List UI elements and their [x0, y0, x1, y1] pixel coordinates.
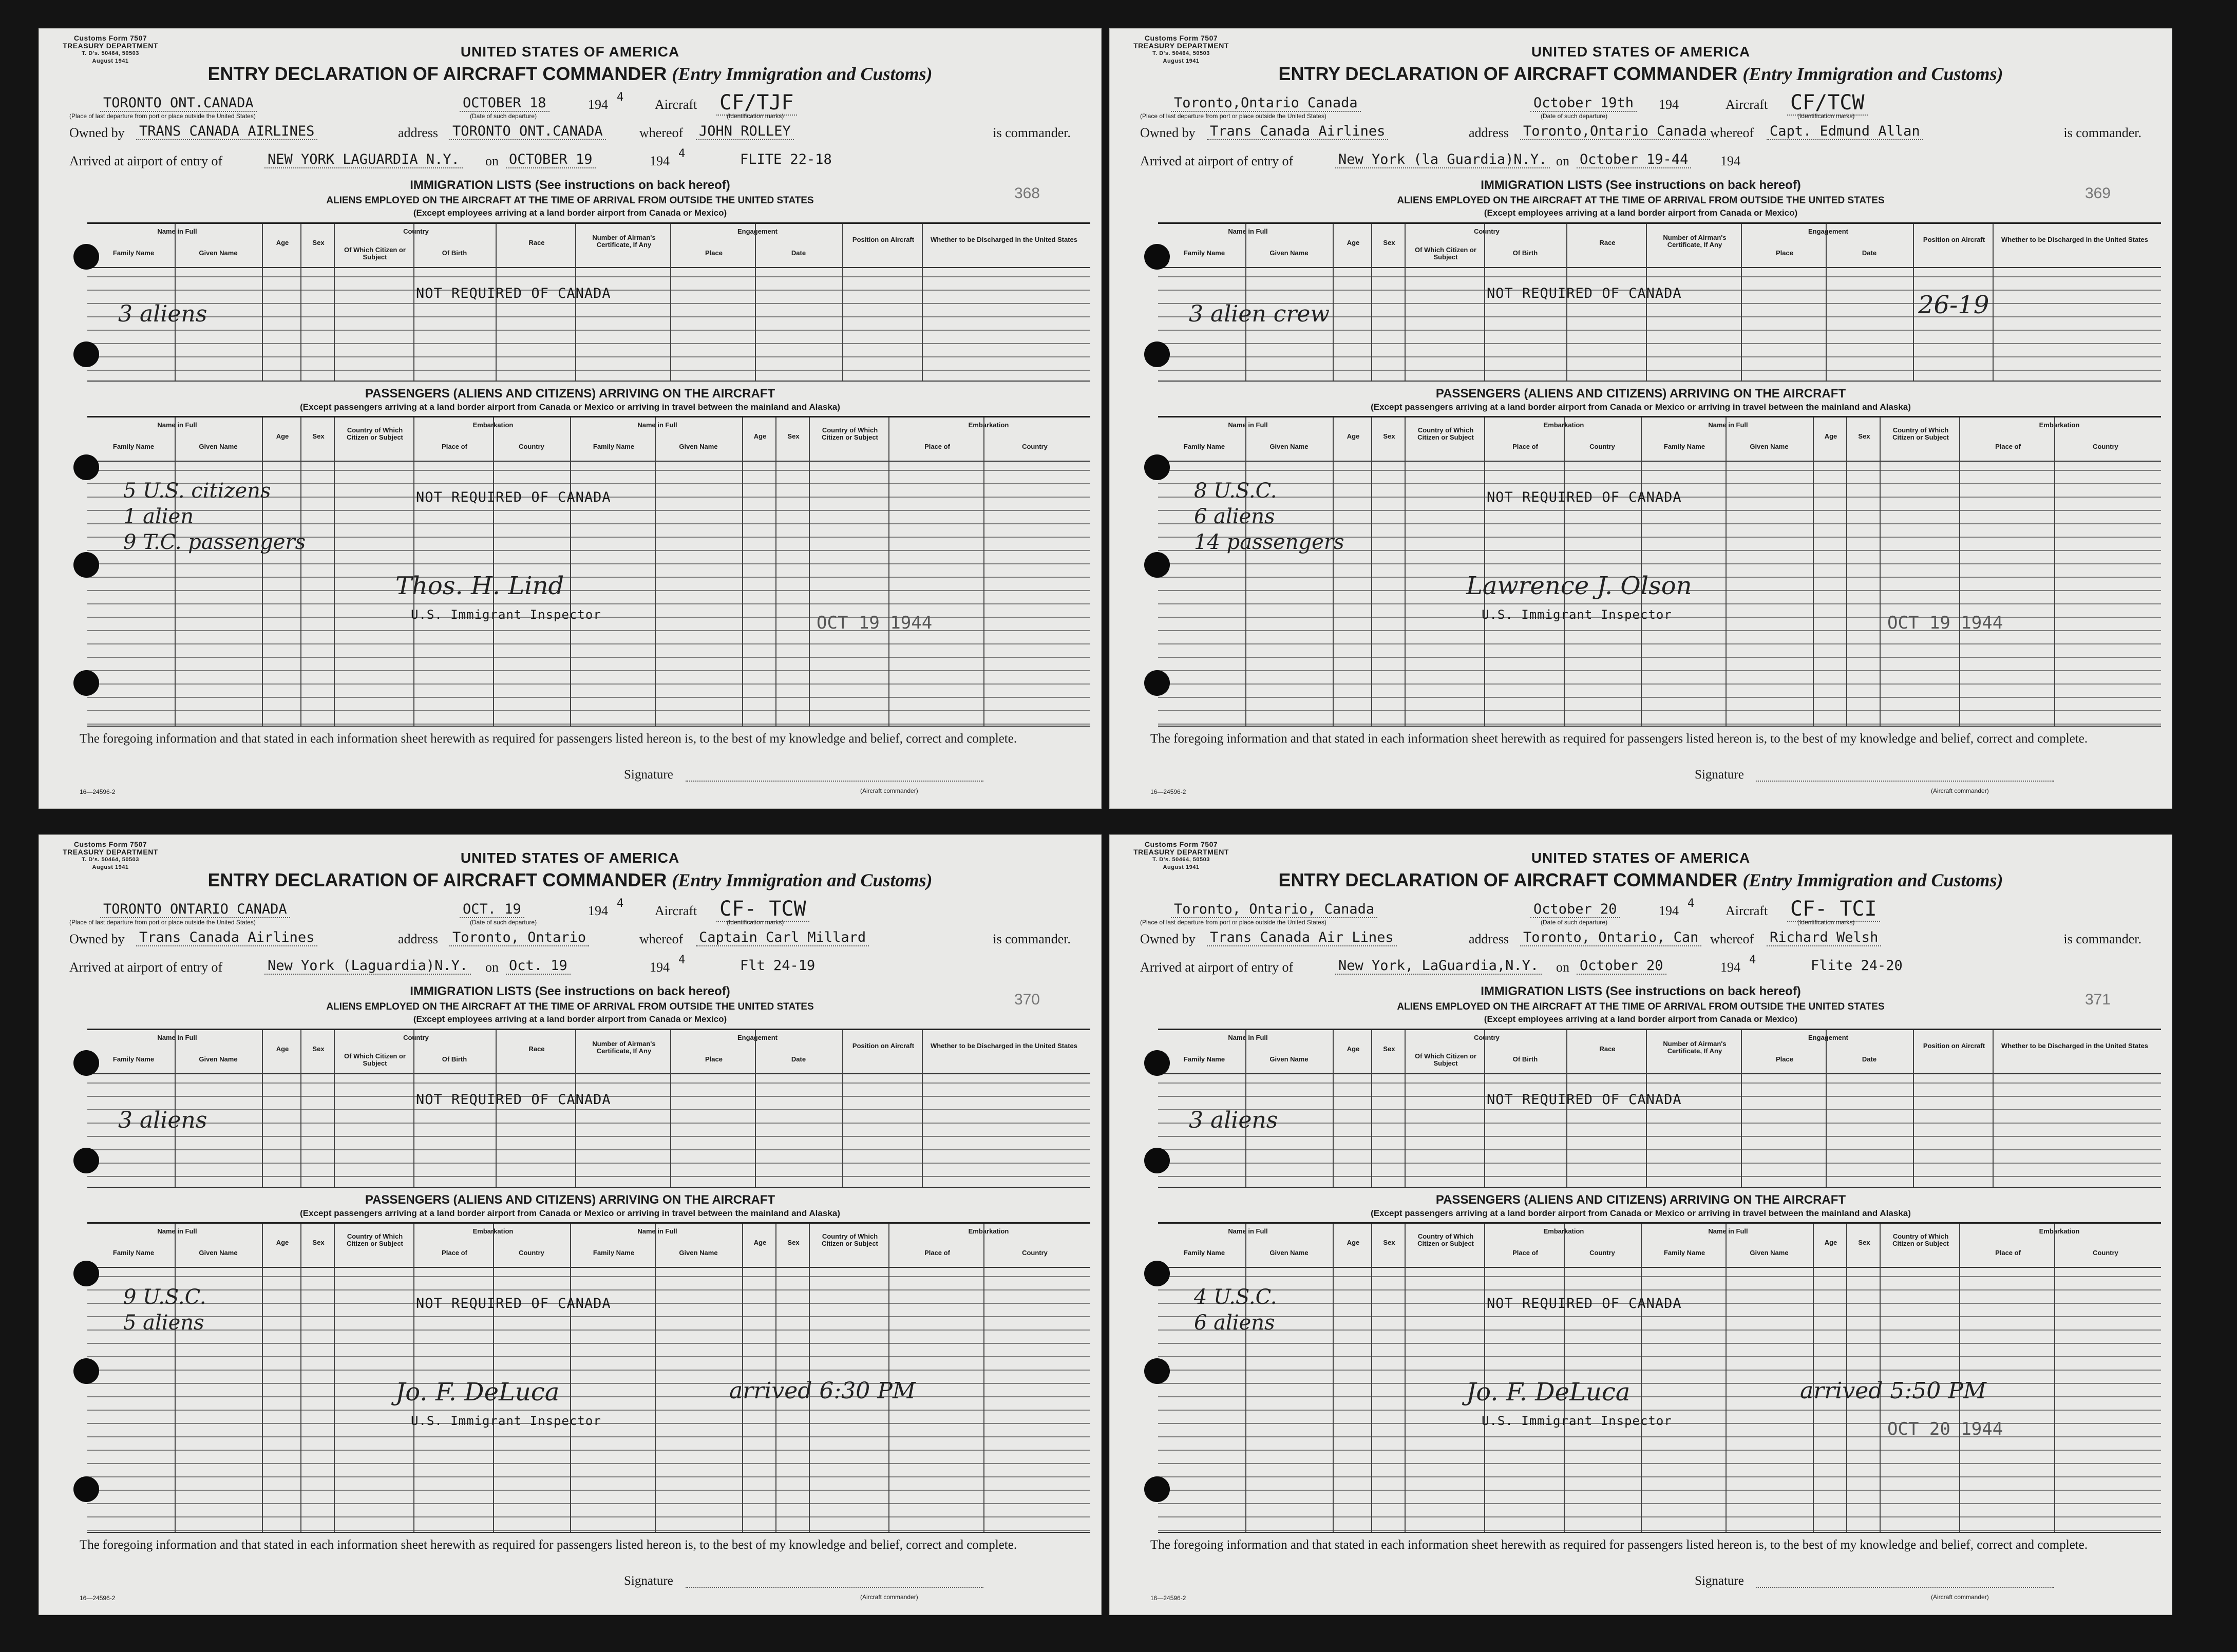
column-rule	[1846, 417, 1847, 726]
inspector-caption: U.S. Immigrant Inspector	[411, 607, 601, 622]
aliens-heading: ALIENS EMPLOYED ON THE AIRCRAFT AT THE TIME OF ARRIVAL FROM OUTSIDE THE UNITED STATES	[326, 195, 814, 206]
column-rule	[922, 1030, 923, 1187]
column-rule	[175, 417, 176, 726]
immigration-heading: IMMIGRATION LISTS (See instructions on back hereof)	[1481, 178, 1801, 192]
aliens-handwritten: 3 aliens	[118, 301, 207, 327]
form-corner-id: Customs Form 7507 TREASURY DEPARTMENT T. D's. 50464, 50503 August 1941	[1133, 34, 1229, 64]
commander-name: Captain Carl Millard	[696, 929, 869, 946]
form-title: ENTRY DECLARATION OF AIRCRAFT COMMANDER (Entry Immigration and Customs)	[207, 63, 933, 84]
punch-hole	[1144, 670, 1170, 696]
column-rule	[334, 417, 335, 726]
departure-line: TORONTO ONT.CANADA OCTOBER 18 194 4 Aircraft CF/TJF (Place of last departure from port or place outside the United States) (Date of such departure) (Identification marks)	[69, 95, 1071, 116]
column-rule	[1245, 417, 1246, 726]
column-rule	[1484, 1030, 1485, 1187]
form-number: 16—24596-2	[1150, 788, 1186, 795]
aliens-handwritten: 3 alien crew	[1189, 301, 1330, 327]
owner-address: TORONTO ONT.CANADA	[449, 123, 606, 140]
passenger-count-note-2: 6 aliens	[1194, 1311, 1275, 1335]
column-rule	[1993, 1030, 1994, 1187]
signature-label: Signature	[1695, 768, 1744, 782]
immigration-heading: IMMIGRATION LISTS (See instructions on back hereof)	[1481, 984, 1801, 998]
country-heading: UNITED STATES OF AMERICA	[460, 850, 680, 866]
arrival-date: October 20	[1577, 958, 1666, 975]
departure-date: October 20	[1530, 901, 1620, 918]
column-rule	[1405, 417, 1406, 726]
date-stamp: OCT 20 1944	[1887, 1419, 2003, 1439]
column-rule	[1371, 224, 1372, 381]
signature-line	[1756, 781, 2054, 782]
departure-date: OCT. 19	[460, 901, 524, 918]
column-rule	[300, 417, 301, 726]
column-rule	[300, 224, 301, 381]
form-title: ENTRY DECLARATION OF AIRCRAFT COMMANDER (Entry Immigration and Customs)	[1278, 63, 2003, 84]
signature-line	[686, 781, 983, 782]
country-heading: UNITED STATES OF AMERICA	[1531, 44, 1751, 60]
column-rule	[888, 417, 889, 726]
punch-hole	[73, 244, 99, 270]
flight-number: FLITE 22-18	[740, 151, 832, 167]
certification-text: The foregoing information and that stated in each information sheet herewith as required for passengers listed hereon is, to the best of my knowledge and belief, correct and complete.	[1150, 1538, 2088, 1552]
departure-line: Toronto,Ontario Canada October 19th 194 Aircraft CF/TCW (Place of last departure from port or place outside the United States) (Date of such departure) (Identification marks)	[1140, 95, 2141, 116]
passengers-heading: PASSENGERS (ALIENS AND CITIZENS) ARRIVING ON THE AIRCRAFT	[365, 1193, 775, 1207]
country-heading: UNITED STATES OF AMERICA	[460, 44, 680, 60]
page-number: 368	[1014, 185, 1040, 202]
arrival-airport: NEW YORK LAGUARDIA N.Y.	[264, 151, 463, 168]
form-corner-id: Customs Form 7507 TREASURY DEPARTMENT T. D's. 50464, 50503 August 1941	[63, 34, 158, 64]
column-rule	[1333, 1224, 1334, 1532]
passengers-heading: PASSENGERS (ALIENS AND CITIZENS) ARRIVING ON THE AIRCRAFT	[365, 387, 775, 401]
column-rule	[1333, 224, 1334, 381]
passenger-count-note-3: 9 T.C. passengers	[123, 530, 306, 554]
punch-hole	[73, 1476, 99, 1502]
position-handwritten: 26-19	[1918, 291, 1989, 319]
column-rule	[670, 1030, 671, 1187]
arrival-line: Arrived at airport of entry of New York (Laguardia)N.Y. on Oct. 19 194 4 Flt 24-19	[69, 958, 1071, 978]
aliens-table: Name in Full Family Name Given Name Age Sex Country Of Which Citizen or Subject Of Birth Race Number of Airman's Certificate, If Any Engagement Place Date Position on Aircraft Whether to be Discharged in the United States NOT REQUIRED OF CANADA 3 aliens	[87, 222, 1090, 382]
aliens-handwritten: 3 aliens	[118, 1107, 207, 1133]
column-rule	[575, 1030, 576, 1187]
punch-hole	[73, 1358, 99, 1384]
country-heading: UNITED STATES OF AMERICA	[1531, 850, 1751, 866]
column-rule	[413, 1030, 414, 1187]
aliens-table: Name in Full Family Name Given Name Age Sex Country Of Which Citizen or Subject Of Birth Race Number of Airman's Certificate, If Any Engagement Place Date Position on Aircraft Whether to be Discharged in the United States NOT REQUIRED OF CANADA 3 aliens	[1158, 1029, 2161, 1188]
column-rule	[1813, 417, 1814, 726]
departure-line: TORONTO ONTARIO CANADA OCT. 19 194 4 Aircraft CF- TCW (Place of last departure from port or place outside the United States) (Date of such departure) (Identification marks)	[69, 901, 1071, 922]
aliens-note: NOT REQUIRED OF CANADA	[416, 1092, 611, 1108]
column-rule	[842, 1030, 843, 1187]
punch-hole	[1144, 341, 1170, 367]
punch-hole	[73, 552, 99, 578]
column-rule	[2054, 1224, 2055, 1532]
column-rule	[1880, 417, 1881, 726]
column-rule	[262, 224, 263, 381]
departure-date: OCTOBER 18	[460, 95, 549, 112]
punch-hole	[1144, 1050, 1170, 1076]
column-rule	[1333, 1030, 1334, 1187]
column-rule	[922, 224, 923, 381]
column-rule	[1741, 224, 1742, 381]
column-rule	[655, 417, 656, 726]
passengers-note: NOT REQUIRED OF CANADA	[416, 1296, 611, 1312]
punch-hole	[73, 454, 99, 480]
column-rule	[842, 224, 843, 381]
declaration-form-4: Customs Form 7507 TREASURY DEPARTMENT T. D's. 50464, 50503 August 1941 UNITED STATES OF AMERICA ENTRY DECLARATION OF AIRCRAFT COMMANDER (Entry Immigration and Customs) 371 Toronto, Ontario, Canada October 20 194 4 Aircraft CF- TCI (Place of last departure from port or place outside the United States) (Date of such departure) (Identification marks) Owned by Trans Canada Air Lines address Toronto, Ontario, Can whereof Richard Welsh is commander. Arrived at airport of entry of New York, LaGuardia,N.Y. on October 20 194 4 Flite 24-20 IMMIGRATION LISTS (See instructions on back hereof) ALIENS EMPLOYED ON THE AIRCRAFT AT THE TIME OF ARRIVAL FROM OUTSIDE THE UNITED STATES (Except employees arriving at a land border airport from Canada or Mexico) Name in Full Family Name Given Name Age Sex Country Of Which Citizen or Subject Of Birth Race Number of Airman's Certificate, If Any Engagement Place Date Position on Aircraft Whether to be Discharged in the United States NOT REQUIRED OF CANADA 3 aliens PASSENGERS (ALIENS AND CITIZENS) ARRIVING ON THE AIRCRAFT (Except passengers arriving at a land border airport from Canada or Mexico or arriving in travel between the mainland and Alaska) Name in Full Family Name Given Name Age Sex Country of Which Citizen or Subject Embarkation Place of Country Name in Full Family Name Given Name Age Sex Country of Which Citizen or Subject Embarkation Place of Country NOT REQUIRED OF CANADA 4 U.S.C. 6 aliens OCT 20 1944 Jo. F. DeLuca U.S. Immigrant Inspector arrived 5:50 PM The foregoing information and that stated in each information sheet herewith as required for passengers listed hereon is, to the best of my knowledge and belief, correct and complete. Signature (Aircraft commander) 16—24596-2	[1109, 834, 2172, 1615]
commander-name: JOHN ROLLEY	[696, 123, 794, 140]
owner-address: Toronto, Ontario, Can	[1520, 929, 1701, 946]
column-rule	[1405, 1030, 1406, 1187]
page-number: 370	[1014, 991, 1040, 1008]
arrival-airport: New York, LaGuardia,N.Y.	[1335, 958, 1542, 975]
column-rule	[1646, 1030, 1647, 1187]
column-rule	[334, 224, 335, 381]
declaration-form-3: Customs Form 7507 TREASURY DEPARTMENT T. D's. 50464, 50503 August 1941 UNITED STATES OF AMERICA ENTRY DECLARATION OF AIRCRAFT COMMANDER (Entry Immigration and Customs) 370 TORONTO ONTARIO CANADA OCT. 19 194 4 Aircraft CF- TCW (Place of last departure from port or place outside the United States) (Date of such departure) (Identification marks) Owned by Trans Canada Airlines address Toronto, Ontario whereof Captain Carl Millard is commander. Arrived at airport of entry of New York (Laguardia)N.Y. on Oct. 19 194 4 Flt 24-19 IMMIGRATION LISTS (See instructions on back hereof) ALIENS EMPLOYED ON THE AIRCRAFT AT THE TIME OF ARRIVAL FROM OUTSIDE THE UNITED STATES (Except employees arriving at a land border airport from Canada or Mexico) Name in Full Family Name Given Name Age Sex Country Of Which Citizen or Subject Of Birth Race Number of Airman's Certificate, If Any Engagement Place Date Position on Aircraft Whether to be Discharged in the United States NOT REQUIRED OF CANADA 3 aliens PASSENGERS (ALIENS AND CITIZENS) ARRIVING ON THE AIRCRAFT (Except passengers arriving at a land border airport from Canada or Mexico or arriving in travel between the mainland and Alaska) Name in Full Family Name Given Name Age Sex Country of Which Citizen or Subject Embarkation Place of Country Name in Full Family Name Given Name Age Sex Country of Which Citizen or Subject Embarkation Place of Country NOT REQUIRED OF CANADA 9 U.S.C. 5 aliens Jo. F. DeLuca U.S. Immigrant Inspector arrived 6:30 PM The foregoing information and that stated in each information sheet herewith as required for passengers listed hereon is, to the best of my knowledge and belief, correct and complete. Signature (Aircraft commander) 16—24596-2	[39, 834, 1102, 1615]
aircraft-marks: CF/TJF	[716, 91, 797, 116]
passengers-table: Name in Full Family Name Given Name Age Sex Country of Which Citizen or Subject Embarkation Place of Country Name in Full Family Name Given Name Age Sex Country of Which Citizen or Subject Embarkation Place of Country NOT REQUIRED OF CANADA 4 U.S.C. 6 aliens OCT 20 1944 Jo. F. DeLuca U.S. Immigrant Inspector arrived 5:50 PM	[1158, 1222, 2161, 1533]
aircraft-marks: CF/TCW	[1787, 91, 1868, 116]
passengers-table: Name in Full Family Name Given Name Age Sex Country of Which Citizen or Subject Embarkation Place of Country Name in Full Family Name Given Name Age Sex Country of Which Citizen or Subject Embarkation Place of Country NOT REQUIRED OF CANADA 8 U.S.C. 6 aliens 14 passengers OCT 19 1944 Lawrence J. Olson U.S. Immigrant Inspector	[1158, 416, 2161, 727]
column-rule	[1641, 1224, 1642, 1532]
arrival-date: Oct. 19	[506, 958, 571, 975]
form-title: ENTRY DECLARATION OF AIRCRAFT COMMANDER (Entry Immigration and Customs)	[1278, 869, 2003, 890]
passengers-note: NOT REQUIRED OF CANADA	[1487, 489, 1682, 505]
column-rule	[1913, 224, 1914, 381]
punch-hole	[73, 1050, 99, 1076]
passenger-count-note-1: 5 U.S. citizens	[123, 479, 271, 503]
punch-hole	[1144, 552, 1170, 578]
punch-hole	[73, 1261, 99, 1286]
page-number: 371	[2084, 991, 2111, 1008]
punch-hole	[1144, 1476, 1170, 1502]
declaration-form-2: Customs Form 7507 TREASURY DEPARTMENT T. D's. 50464, 50503 August 1941 UNITED STATES OF AMERICA ENTRY DECLARATION OF AIRCRAFT COMMANDER (Entry Immigration and Customs) 369 Toronto,Ontario Canada October 19th 194 Aircraft CF/TCW (Place of last departure from port or place outside the United States) (Date of such departure) (Identification marks) Owned by Trans Canada Airlines address Toronto,Ontario Canada whereof Capt. Edmund Allan is commander. Arrived at airport of entry of New York (la Guardia)N.Y. on October 19-44 194 IMMIGRATION LISTS (See instructions on back hereof) ALIENS EMPLOYED ON THE AIRCRAFT AT THE TIME OF ARRIVAL FROM OUTSIDE THE UNITED STATES (Except employees arriving at a land border airport from Canada or Mexico) Name in Full Family Name Given Name Age Sex Country Of Which Citizen or Subject Of Birth Race Number of Airman's Certificate, If Any Engagement Place Date Position on Aircraft Whether to be Discharged in the United States NOT REQUIRED OF CANADA 3 alien crew 26-19 PASSENGERS (ALIENS AND CITIZENS) ARRIVING ON THE AIRCRAFT (Except passengers arriving at a land border airport from Canada or Mexico or arriving in travel between the mainland and Alaska) Name in Full Family Name Given Name Age Sex Country of Which Citizen or Subject Embarkation Place of Country Name in Full Family Name Given Name Age Sex Country of Which Citizen or Subject Embarkation Place of Country NOT REQUIRED OF CANADA 8 U.S.C. 6 aliens 14 passengers OCT 19 1944 Lawrence J. Olson U.S. Immigrant Inspector The foregoing information and that stated in each information sheet herewith as required for passengers listed hereon is, to the best of my knowledge and belief, correct and complete. Signature (Aircraft commander) 16—24596-2	[1109, 28, 2172, 809]
column-rule	[570, 417, 571, 726]
form-corner-id: Customs Form 7507 TREASURY DEPARTMENT T. D's. 50464, 50503 August 1941	[1133, 840, 1229, 870]
column-rule	[496, 224, 497, 381]
declaration-form-1: Customs Form 7507 TREASURY DEPARTMENT T. D's. 50464, 50503 August 1941 UNITED STATES OF AMERICA ENTRY DECLARATION OF AIRCRAFT COMMANDER (Entry Immigration and Customs) 368 TORONTO ONT.CANADA OCTOBER 18 194 4 Aircraft CF/TJF (Place of last departure from port or place outside the United States) (Date of such departure) (Identification marks) Owned by TRANS CANADA AIRLINES address TORONTO ONT.CANADA whereof JOHN ROLLEY is commander. Arrived at airport of entry of NEW YORK LAGUARDIA N.Y. on OCTOBER 19 194 4 FLITE 22-18 IMMIGRATION LISTS (See instructions on back hereof) ALIENS EMPLOYED ON THE AIRCRAFT AT THE TIME OF ARRIVAL FROM OUTSIDE THE UNITED STATES (Except employees arriving at a land border airport from Canada or Mexico) Name in Full Family Name Given Name Age Sex Country Of Which Citizen or Subject Of Birth Race Number of Airman's Certificate, If Any Engagement Place Date Position on Aircraft Whether to be Discharged in the United States NOT REQUIRED OF CANADA 3 aliens PASSENGERS (ALIENS AND CITIZENS) ARRIVING ON THE AIRCRAFT (Except passengers arriving at a land border airport from Canada or Mexico or arriving in travel between the mainland and Alaska) Name in Full Family Name Given Name Age Sex Country of Which Citizen or Subject Embarkation Place of Country Name in Full Family Name Given Name Age Sex Country of Which Citizen or Subject Embarkation Place of Country NOT REQUIRED OF CANADA 5 U.S. citizens 1 alien 9 T.C. passengers OCT 19 1944 Thos. H. Lind U.S. Immigrant Inspector The foregoing information and that stated in each information sheet herewith as required for passengers listed hereon is, to the best of my knowledge and belief, correct and complete. Signature (Aircraft commander) 16—24596-2	[39, 28, 1102, 809]
arrival-airport: New York (la Guardia)N.Y.	[1335, 151, 1550, 168]
departure-line: Toronto, Ontario, Canada October 20 194 4 Aircraft CF- TCI (Place of last departure from port or place outside the United States) (Date of such departure) (Identification marks)	[1140, 901, 2141, 922]
passenger-count-note-1: 9 U.S.C.	[123, 1285, 206, 1309]
column-rule	[1913, 1030, 1914, 1187]
signature-label: Signature	[624, 1574, 673, 1588]
owner-name: Trans Canada Airlines	[136, 929, 317, 946]
signature-label: Signature	[1695, 1574, 1744, 1588]
commander-name: Richard Welsh	[1767, 929, 1881, 946]
aliens-table: Name in Full Family Name Given Name Age Sex Country Of Which Citizen or Subject Of Birth Race Number of Airman's Certificate, If Any Engagement Place Date Position on Aircraft Whether to be Discharged in the United States NOT REQUIRED OF CANADA 3 aliens	[87, 1029, 1090, 1188]
departure-date: October 19th	[1530, 95, 1637, 112]
column-rule	[300, 1030, 301, 1187]
passenger-count-note-2: 6 aliens	[1194, 505, 1275, 528]
departure-place: TORONTO ONTARIO CANADA	[100, 901, 290, 918]
column-rule	[1566, 224, 1567, 381]
column-rule	[175, 1224, 176, 1532]
inspector-caption: U.S. Immigrant Inspector	[1482, 607, 1672, 622]
immigration-heading: IMMIGRATION LISTS (See instructions on back hereof)	[410, 178, 730, 192]
punch-hole	[1144, 1358, 1170, 1384]
column-rule	[775, 417, 776, 726]
punch-hole	[1144, 1148, 1170, 1173]
departure-place: TORONTO ONT.CANADA	[100, 95, 257, 112]
owner-line: Owned by Trans Canada Airlines address Toronto,Ontario Canada whereof Capt. Edmund Allan is commander.	[1140, 123, 2141, 140]
passengers-table: Name in Full Family Name Given Name Age Sex Country of Which Citizen or Subject Embarkation Place of Country Name in Full Family Name Given Name Age Sex Country of Which Citizen or Subject Embarkation Place of Country NOT REQUIRED OF CANADA 5 U.S. citizens 1 alien 9 T.C. passengers OCT 19 1944 Thos. H. Lind U.S. Immigrant Inspector	[87, 416, 1090, 727]
arrival-line: Arrived at airport of entry of New York (la Guardia)N.Y. on October 19-44 194	[1140, 151, 1740, 168]
column-rule	[1741, 1030, 1742, 1187]
owner-address: Toronto, Ontario	[449, 929, 589, 946]
departure-place: Toronto, Ontario, Canada	[1171, 901, 1377, 918]
passengers-heading: PASSENGERS (ALIENS AND CITIZENS) ARRIVING ON THE AIRCRAFT	[1435, 387, 1846, 401]
owner-name: TRANS CANADA AIRLINES	[136, 123, 317, 140]
passenger-count-note-1: 8 U.S.C.	[1194, 479, 1277, 503]
arrival-time-note: arrived 5:50 PM	[1800, 1378, 1986, 1404]
aliens-heading: ALIENS EMPLOYED ON THE AIRCRAFT AT THE TIME OF ARRIVAL FROM OUTSIDE THE UNITED STATES	[1397, 195, 1885, 206]
column-rule	[1826, 224, 1827, 381]
owner-name: Trans Canada Air Lines	[1207, 929, 1397, 946]
column-rule	[755, 1030, 756, 1187]
column-rule	[496, 1030, 497, 1187]
aircraft-marks: CF- TCW	[716, 897, 809, 922]
owner-name: Trans Canada Airlines	[1207, 123, 1388, 140]
arrival-line: Arrived at airport of entry of New York, LaGuardia,N.Y. on October 20 194 4 Flite 24-20	[1140, 958, 2141, 978]
arrival-airport: New York (Laguardia)N.Y.	[264, 958, 471, 975]
arrival-time-note: arrived 6:30 PM	[729, 1378, 916, 1404]
departure-place: Toronto,Ontario Canada	[1171, 95, 1361, 112]
owner-line: Owned by Trans Canada Air Lines address Toronto, Ontario, Can whereof Richard Welsh is commander.	[1140, 929, 2141, 946]
column-rule	[1371, 1224, 1372, 1532]
owner-address: Toronto,Ontario Canada	[1520, 123, 1710, 140]
arrival-line: Arrived at airport of entry of NEW YORK LAGUARDIA N.Y. on OCTOBER 19 194 4 FLITE 22-18	[69, 151, 1071, 172]
passengers-note: NOT REQUIRED OF CANADA	[416, 489, 611, 505]
form-corner-id: Customs Form 7507 TREASURY DEPARTMENT T. D's. 50464, 50503 August 1941	[63, 840, 158, 870]
column-rule	[742, 417, 743, 726]
passenger-count-note-2: 1 alien	[123, 505, 194, 528]
column-rule	[983, 417, 984, 726]
column-rule	[983, 1224, 984, 1532]
inspector-caption: U.S. Immigrant Inspector	[1482, 1414, 1672, 1428]
page-number: 369	[2084, 185, 2111, 202]
aliens-note: NOT REQUIRED OF CANADA	[1487, 286, 1682, 301]
column-rule	[570, 1224, 571, 1532]
column-rule	[1371, 417, 1372, 726]
passenger-count-note-2: 5 aliens	[123, 1311, 204, 1335]
form-number: 16—24596-2	[80, 1594, 116, 1602]
inspector-signature: Thos. H. Lind	[395, 572, 564, 600]
commander-name: Capt. Edmund Allan	[1767, 123, 1923, 140]
column-rule	[1371, 1030, 1372, 1187]
aircraft-marks: CF- TCI	[1787, 897, 1880, 922]
aliens-handwritten: 3 aliens	[1189, 1107, 1278, 1133]
aliens-heading: ALIENS EMPLOYED ON THE AIRCRAFT AT THE TIME OF ARRIVAL FROM OUTSIDE THE UNITED STATES	[326, 1001, 814, 1012]
column-rule	[1405, 224, 1406, 381]
column-rule	[755, 224, 756, 381]
flight-number: Flite 24-20	[1811, 958, 1903, 974]
column-rule	[1726, 417, 1727, 726]
column-rule	[1646, 224, 1647, 381]
column-rule	[413, 224, 414, 381]
column-rule	[1726, 1224, 1727, 1532]
form-number: 16—24596-2	[80, 788, 116, 795]
passengers-heading: PASSENGERS (ALIENS AND CITIZENS) ARRIVING ON THE AIRCRAFT	[1435, 1193, 1846, 1207]
punch-hole	[73, 341, 99, 367]
column-rule	[262, 417, 263, 726]
inspector-signature: Jo. F. DeLuca	[395, 1378, 560, 1407]
arrival-date: OCTOBER 19	[506, 151, 596, 168]
punch-hole	[1144, 454, 1170, 480]
date-stamp: OCT 19 1944	[1887, 613, 2003, 633]
column-rule	[300, 1224, 301, 1532]
inspector-signature: Lawrence J. Olson	[1466, 572, 1692, 600]
owner-line: Owned by TRANS CANADA AIRLINES address TORONTO ONT.CANADA whereof JOHN ROLLEY is commander.	[69, 123, 1071, 140]
column-rule	[262, 1224, 263, 1532]
column-rule	[1405, 1224, 1406, 1532]
punch-hole	[73, 670, 99, 696]
column-rule	[1484, 224, 1485, 381]
column-rule	[1993, 224, 1994, 381]
passengers-note: NOT REQUIRED OF CANADA	[1487, 1296, 1682, 1312]
column-rule	[1826, 1030, 1827, 1187]
inspector-caption: U.S. Immigrant Inspector	[411, 1414, 601, 1428]
column-rule	[670, 224, 671, 381]
column-rule	[1333, 417, 1334, 726]
signature-label: Signature	[624, 768, 673, 782]
arrival-date: October 19-44	[1577, 151, 1691, 168]
aliens-note: NOT REQUIRED OF CANADA	[416, 286, 611, 301]
aliens-table: Name in Full Family Name Given Name Age Sex Country Of Which Citizen or Subject Of Birth Race Number of Airman's Certificate, If Any Engagement Place Date Position on Aircraft Whether to be Discharged in the United States NOT REQUIRED OF CANADA 3 alien crew 26-19	[1158, 222, 2161, 382]
column-rule	[655, 1224, 656, 1532]
passenger-count-note-1: 4 U.S.C.	[1194, 1285, 1277, 1309]
owner-line: Owned by Trans Canada Airlines address Toronto, Ontario whereof Captain Carl Millard is commander.	[69, 929, 1071, 946]
column-rule	[2054, 417, 2055, 726]
column-rule	[1245, 1224, 1246, 1532]
aliens-heading: ALIENS EMPLOYED ON THE AIRCRAFT AT THE TIME OF ARRIVAL FROM OUTSIDE THE UNITED STATES	[1397, 1001, 1885, 1012]
date-stamp: OCT 19 1944	[817, 613, 933, 633]
column-rule	[1566, 1030, 1567, 1187]
column-rule	[334, 1030, 335, 1187]
signature-line	[1756, 1587, 2054, 1588]
certification-text: The foregoing information and that stated in each information sheet herewith as required for passengers listed hereon is, to the best of my knowledge and belief, correct and complete.	[1150, 732, 2088, 746]
form-title: ENTRY DECLARATION OF AIRCRAFT COMMANDER (Entry Immigration and Customs)	[207, 869, 933, 890]
column-rule	[809, 417, 810, 726]
immigration-heading: IMMIGRATION LISTS (See instructions on back hereof)	[410, 984, 730, 998]
signature-line	[686, 1587, 983, 1588]
aliens-note: NOT REQUIRED OF CANADA	[1487, 1092, 1682, 1108]
inspector-signature: Jo. F. DeLuca	[1466, 1378, 1631, 1407]
passengers-table: Name in Full Family Name Given Name Age Sex Country of Which Citizen or Subject Embarkation Place of Country Name in Full Family Name Given Name Age Sex Country of Which Citizen or Subject Embarkation Place of Country NOT REQUIRED OF CANADA 9 U.S.C. 5 aliens Jo. F. DeLuca U.S. Immigrant Inspector arrived 6:30 PM	[87, 1222, 1090, 1533]
passenger-count-note-3: 14 passengers	[1194, 530, 1344, 554]
punch-hole	[1144, 1261, 1170, 1286]
punch-hole	[1144, 244, 1170, 270]
column-rule	[1959, 417, 1960, 726]
certification-text: The foregoing information and that stated in each information sheet herewith as required for passengers listed hereon is, to the best of my knowledge and belief, correct and complete.	[80, 732, 1017, 746]
form-number: 16—24596-2	[1150, 1594, 1186, 1602]
punch-hole	[73, 1148, 99, 1173]
certification-text: The foregoing information and that stated in each information sheet herewith as required for passengers listed hereon is, to the best of my knowledge and belief, correct and complete.	[80, 1538, 1017, 1552]
flight-number: Flt 24-19	[740, 958, 816, 974]
column-rule	[334, 1224, 335, 1532]
column-rule	[262, 1030, 263, 1187]
column-rule	[575, 224, 576, 381]
